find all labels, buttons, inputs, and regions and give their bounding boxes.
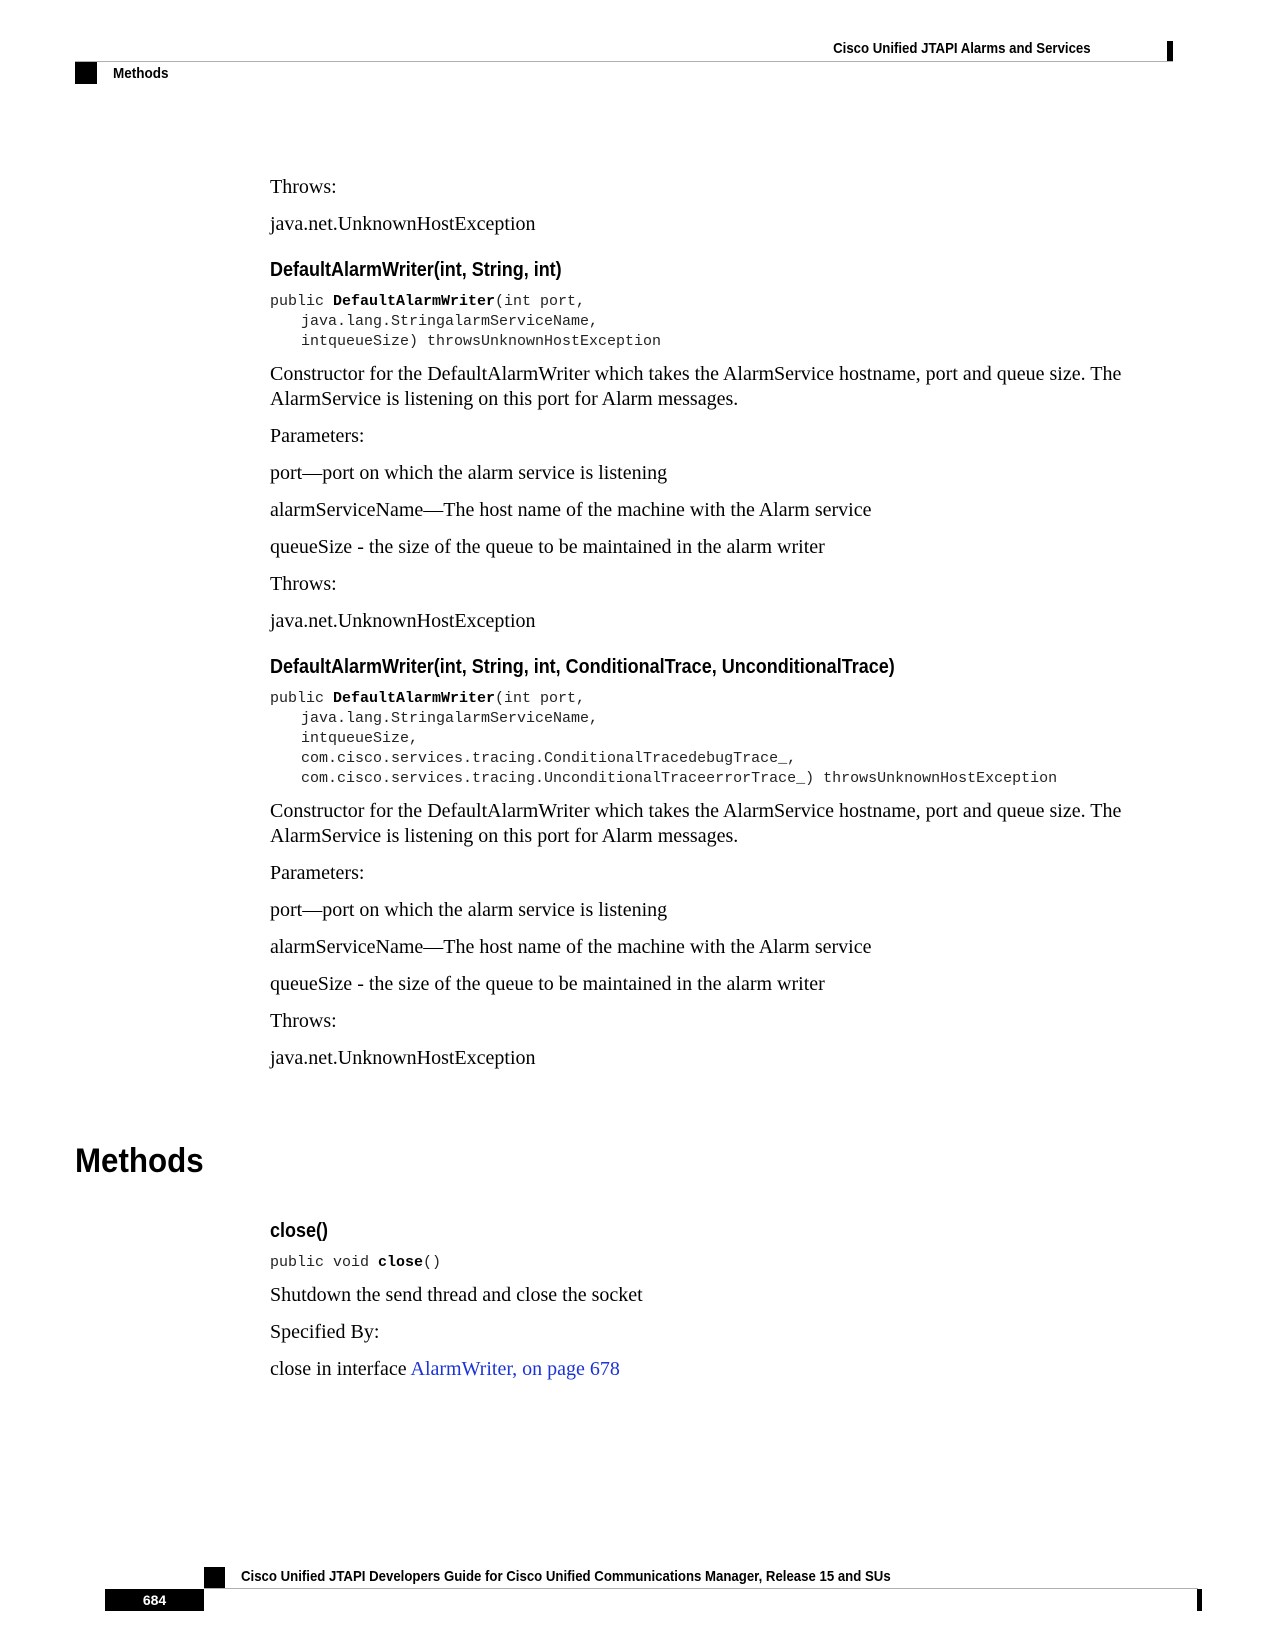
code-text: ()	[423, 1254, 442, 1271]
param-alarm-service-name: alarmServiceName—The host name of the machine with the Alarm service	[270, 936, 872, 958]
running-header-title: Cisco Unified JTAPI Alarms and Services	[833, 40, 1091, 57]
code-line: com.cisco.services.tracing.UnconditionalTraceerrorTrace_) throwsUnknownHostException	[301, 770, 1058, 787]
page-number: 684	[105, 1589, 204, 1611]
throws-value: java.net.UnknownHostException	[270, 610, 536, 632]
code-line: java.lang.StringalarmServiceName,	[301, 313, 599, 330]
throws-label: Throws:	[270, 176, 337, 198]
code-keyword: public	[270, 293, 334, 310]
footer-title: Cisco Unified JTAPI Developers Guide for Cisco Unified Communications Manager, Release 15 and SUs	[241, 1568, 891, 1585]
code-text: (int port,	[495, 293, 586, 310]
ctor1-description: Constructor for the DefaultAlarmWriter which takes the AlarmService hostname, port and queue size. The AlarmService is listening on this port for Alarm messages.	[270, 363, 1122, 410]
params-label: Parameters:	[270, 862, 365, 884]
page-content	[270, 175, 1170, 1083]
code-line: intqueueSize) throwsUnknownHostException	[301, 333, 662, 350]
specified-by-label: Specified By:	[270, 1321, 380, 1343]
alarmwriter-link[interactable]: AlarmWriter, on page 678	[410, 1358, 620, 1380]
code-keyword: public	[270, 690, 334, 707]
param-queue-size: queueSize - the size of the queue to be maintained in the alarm writer	[270, 973, 825, 995]
code-line: intqueueSize,	[301, 730, 419, 747]
code-line: java.lang.StringalarmServiceName,	[301, 710, 599, 727]
code-method-name: DefaultAlarmWriter	[333, 690, 496, 707]
header-section-marker	[75, 62, 97, 84]
methods-heading: Methods	[75, 1142, 204, 1180]
ctor2-signature	[270, 689, 1170, 789]
close-heading: close()	[270, 1220, 329, 1242]
code-keyword: public void	[270, 1254, 379, 1271]
footer-rule	[204, 1588, 1198, 1589]
footer-marker	[204, 1567, 225, 1588]
header-marker-bar	[1167, 41, 1173, 62]
specified-by-text	[270, 1357, 1170, 1382]
throws-label: Throws:	[270, 1010, 337, 1032]
header-rule	[75, 61, 1173, 62]
methods-content	[270, 1220, 1170, 1394]
params-label: Parameters:	[270, 425, 365, 447]
ctor2-heading: DefaultAlarmWriter(int, String, int, ConditionalTrace, UnconditionalTrace)	[270, 656, 895, 678]
close-signature	[270, 1253, 1170, 1273]
param-port: port—port on which the alarm service is listening	[270, 462, 668, 484]
ctor1-signature	[270, 292, 1170, 352]
running-header-section: Methods	[113, 65, 169, 82]
throws-value: java.net.UnknownHostException	[270, 213, 536, 235]
param-port: port—port on which the alarm service is listening	[270, 899, 668, 921]
code-line: com.cisco.services.tracing.ConditionalTracedebugTrace_,	[301, 750, 797, 767]
ctor2-description: Constructor for the DefaultAlarmWriter which takes the AlarmService hostname, port and queue size. The AlarmService is listening on this port for Alarm messages.	[270, 800, 1122, 847]
specified-by-prefix: close in interface	[270, 1358, 411, 1380]
throws-label: Throws:	[270, 573, 337, 595]
close-description: Shutdown the send thread and close the socket	[270, 1284, 643, 1306]
footer-marker-bar	[1197, 1589, 1202, 1611]
param-queue-size: queueSize - the size of the queue to be maintained in the alarm writer	[270, 536, 825, 558]
ctor1-heading: DefaultAlarmWriter(int, String, int)	[270, 259, 562, 281]
code-method-name: DefaultAlarmWriter	[333, 293, 496, 310]
code-method-name: close	[378, 1254, 424, 1271]
code-text: (int port,	[495, 690, 586, 707]
throws-value: java.net.UnknownHostException	[270, 1047, 536, 1069]
param-alarm-service-name: alarmServiceName—The host name of the machine with the Alarm service	[270, 499, 872, 521]
